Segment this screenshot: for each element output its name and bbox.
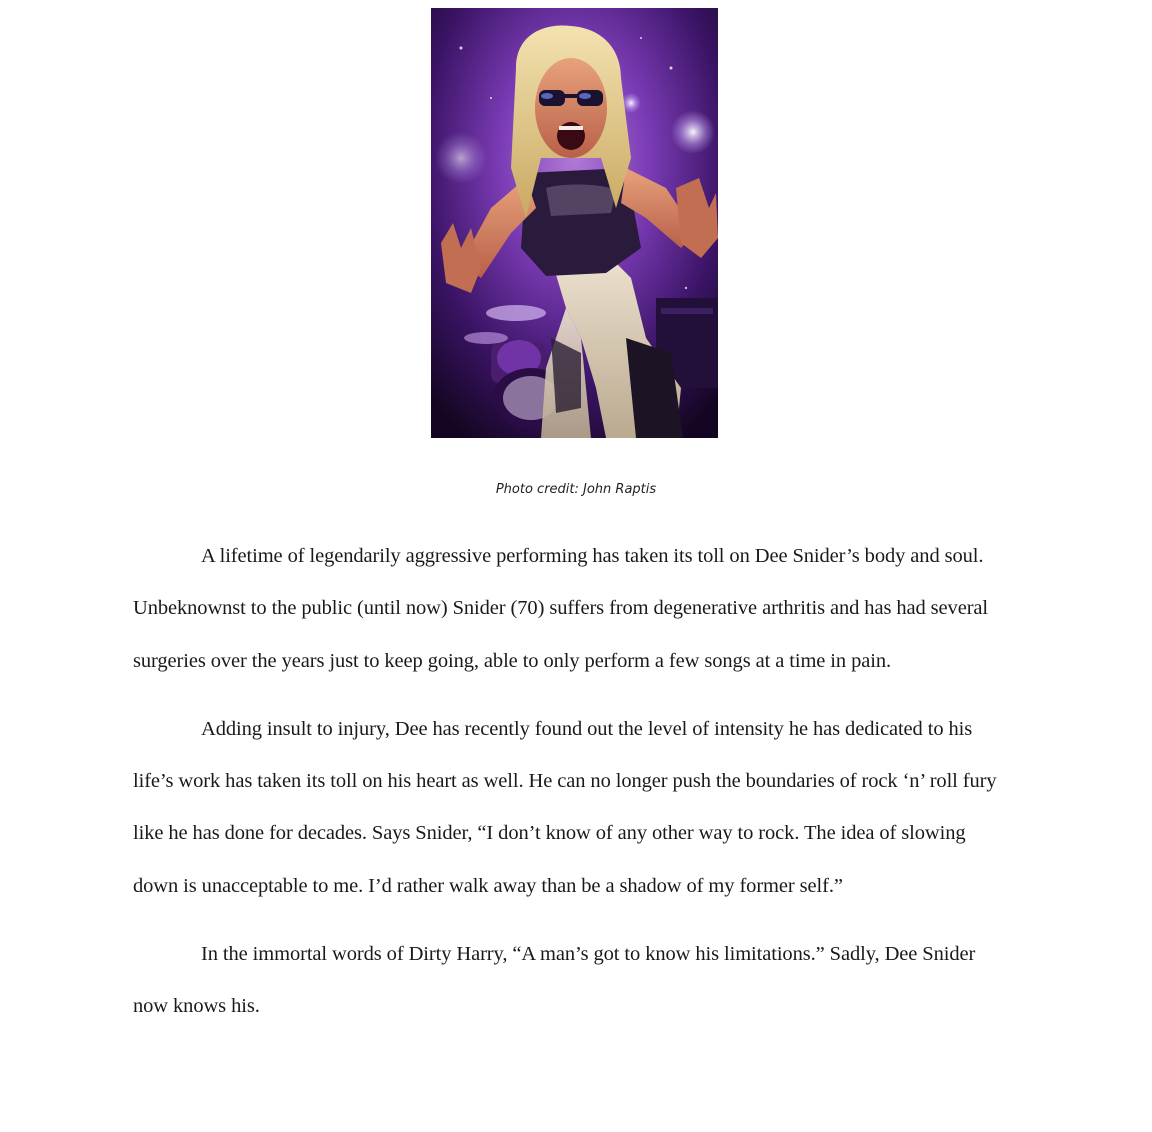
paragraph-1: A lifetime of legendarily aggressive performing has taken its toll on Dee Snider’s body and soul. Unbeknownst to the public (until now) Snider (70) suffers from degenerative arthritis and has had several surgeries over the years just to keep going, able to only perform a few songs at a time in pain. <box>133 545 989 672</box>
article-body <box>133 530 1013 1049</box>
paragraph-3: In the immortal words of Dirty Harry, “A man’s got to know his limitations.” Sadly, Dee Snider now knows his. <box>133 943 976 1018</box>
paragraph-2: Adding insult to injury, Dee has recently found out the level of intensity he has dedicated to his life’s work has taken its toll on his heart as well. He can no longer push the boundaries of rock ‘n’ roll fury like he has done for decades. Says Snider, “I don’t know of any other way to rock. The idea of slowing down is unacceptable to me. I’d rather walk away than be a shadow of my former self.” <box>133 717 997 897</box>
concert-photo <box>431 8 718 438</box>
concert-photo-illustration <box>431 8 718 438</box>
photo-caption: Photo credit: John Raptis <box>495 482 657 497</box>
